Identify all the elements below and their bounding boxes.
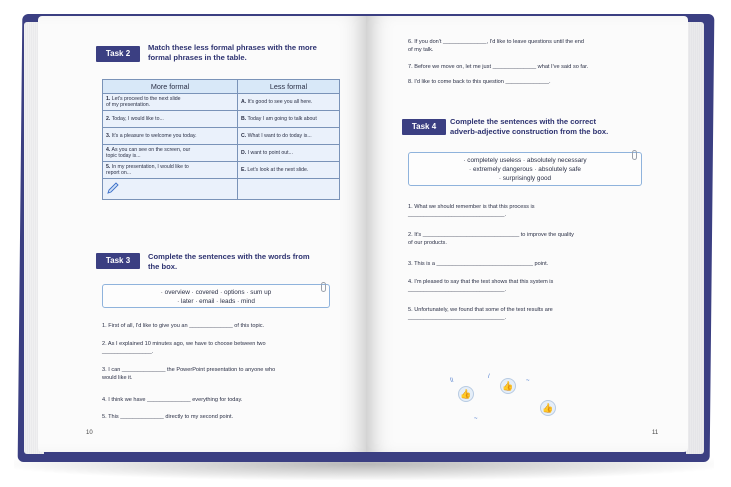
sparkle-icon: ~	[474, 416, 478, 422]
right-page	[366, 16, 688, 452]
thumbs-up-icon: 👍	[458, 386, 474, 402]
paperclip-icon	[632, 150, 637, 160]
sentence-6: 6. If you don't ______________, I'd like to leave questions until the end of my talk.	[408, 39, 584, 53]
sparkle-icon: /	[488, 374, 490, 380]
task4-badge: Task 4	[402, 119, 446, 135]
pencil-icon	[106, 181, 120, 195]
task3-title: Complete the sentences with the words from the box.	[148, 252, 310, 271]
task4-word-box: · completely useless · absolutely necessary · extremely dangerous · absolutely safe · surprisingly good	[408, 152, 642, 186]
col-header-less-formal: Less formal	[238, 80, 340, 94]
task3-badge: Task 3	[96, 253, 140, 269]
table-row: 2. Today, I would like to... B. Today I am going to talk about	[103, 111, 340, 128]
page-number-right: 11	[652, 430, 659, 436]
sentence-7: 7. Before we move on, let me just ______________ what I've said so far.	[408, 64, 589, 70]
page-number-left: 10	[86, 430, 93, 436]
task4-sentence-1: 1. What we should remember is that this process is _______________________________.	[408, 204, 535, 218]
paperclip-icon	[321, 282, 326, 292]
table-row: 5. In my presentation, I would like to report on... E. Let's look at the next slide.	[103, 162, 340, 179]
thumbs-up-icon: 👍	[540, 400, 556, 416]
sparkle-icon: ~	[526, 378, 530, 384]
table-row: 1. Let's proceed to the next slide of my presentation. A. It's good to see you all here.	[103, 94, 340, 111]
col-header-formal: More formal	[103, 80, 238, 94]
task4-sentence-5: 5. Unfortunately, we found that some of the test results are _______________________________.	[408, 307, 553, 321]
sparkle-icon: \\	[450, 378, 454, 384]
table-row: 4. As you can see on the screen, our topic today is... D. I want to point out...	[103, 145, 340, 162]
task3-sentence-4: 4. I think we have ______________ everything for today.	[102, 397, 243, 403]
task3-sentence-1: 1. First of all, I'd like to give you an ______________ of this topic.	[102, 323, 265, 329]
task4-sentence-2: 2. It's _______________________________ to improve the quality of our products.	[408, 232, 574, 246]
task3-sentence-3: 3. I can ______________ the PowerPoint presentation to anyone who would like it.	[102, 367, 276, 381]
task4-sentence-3: 3. This is a _______________________________ point.	[408, 261, 549, 267]
task3-word-box: · overview · covered · options · sum up · later · email · leads · mind	[102, 284, 330, 308]
match-table	[102, 79, 340, 200]
task3-sentence-2: 2. As I explained 10 minutes ago, we have to choose between two ________________.	[102, 341, 266, 355]
task4-sentence-4: 4. I'm pleased to say that the test shows that this system is _______________________________.	[408, 279, 554, 293]
task2-badge: Task 2	[96, 46, 140, 62]
task4-title: Complete the sentences with the correct adverb-adjective construction from the box.	[450, 117, 609, 136]
page-edges-right	[686, 22, 704, 454]
task3-sentence-5: 5. This ______________ directly to my second point.	[102, 414, 234, 420]
thumbs-up-icon: 👍	[500, 378, 516, 394]
left-page	[38, 16, 366, 452]
pencil-row	[103, 179, 238, 200]
task2-title: Match these less formal phrases with the more formal phrases in the table.	[148, 43, 317, 62]
sentence-8: 8. I'd like to come back to this question ______________.	[408, 79, 551, 85]
table-row: 3. It's a pleasure to welcome you today. C. What I want to do today is...	[103, 128, 340, 145]
